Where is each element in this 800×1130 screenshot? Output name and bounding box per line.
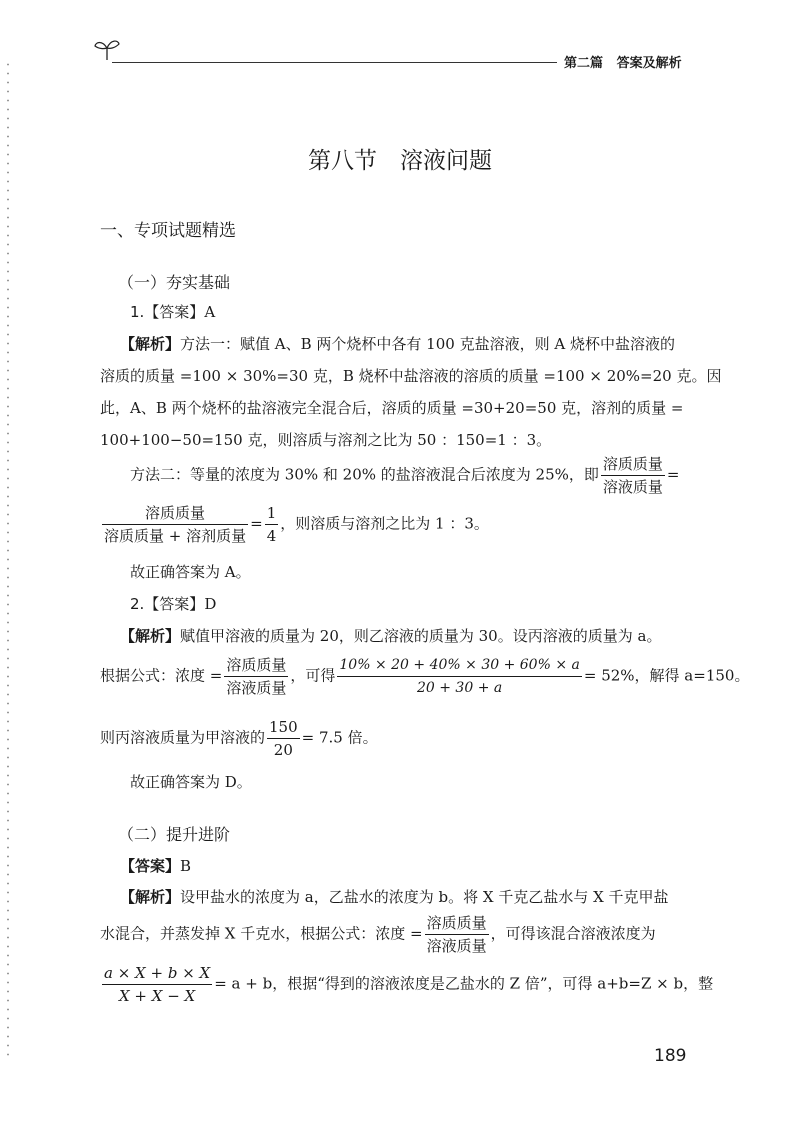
q2-result: = 52%，解得 a=150。	[583, 666, 750, 685]
q3-analysis-label: 【解析】	[120, 888, 181, 906]
denominator: 溶液质量	[226, 679, 287, 697]
fraction	[267, 718, 300, 759]
numerator: 1	[265, 504, 279, 525]
fraction	[601, 455, 665, 496]
fraction	[425, 914, 489, 955]
equals-sign: =	[250, 514, 263, 533]
q1-answer-label: 1.【答案】	[130, 303, 205, 321]
q3-analysis-line2	[100, 914, 656, 955]
q2-ratio-suffix: = 7.5 倍。	[301, 728, 378, 747]
q3-answer-value: B	[180, 857, 192, 875]
equals-sign: =	[666, 465, 680, 484]
denominator: 20 + 30 + a	[416, 680, 503, 696]
q2-answer	[130, 594, 216, 614]
q3-line2-suffix: ，可得该混合溶液浓度为	[490, 924, 656, 943]
numerator: 10% × 20 + 40% × 30 + 60% × a	[337, 656, 581, 677]
q1-conclusion: 故正确答案为 A。	[130, 563, 251, 581]
q1-analysis-line4: 100+100−50=150 克，则溶质与溶剂之比为 50 ：150=1 ：3。	[100, 431, 552, 449]
denominator: 溶质质量 + 溶剂质量	[104, 527, 247, 545]
q3-line2-prefix: 水混合，并蒸发掉 X 千克水，根据公式：浓度 =	[100, 924, 423, 943]
q2-ratio-line	[100, 718, 378, 759]
numerator: 溶质质量	[601, 455, 665, 476]
q2-formula-mid: ，可得	[290, 666, 336, 685]
numerator: 溶质质量	[224, 656, 288, 677]
page-number: 189	[654, 1046, 687, 1066]
denominator: 溶液质量	[602, 478, 663, 496]
denominator: 溶液质量	[426, 937, 487, 955]
fraction	[337, 656, 581, 697]
q3-answer-label: 【答案】	[120, 857, 181, 875]
q2-conclusion: 故正确答案为 D。	[130, 773, 252, 791]
q2-analysis-line1	[120, 626, 661, 646]
subsection-heading-advanced: （二）提升进阶	[118, 825, 231, 844]
q1-text: 方法一：赋值 A、B 两个烧杯中各有 100 克盐溶液，则 A 烧杯中盐溶液的	[180, 335, 675, 353]
binding-edge-dots	[7, 60, 9, 1060]
q2-answer-label: 2.【答案】	[130, 595, 205, 613]
q2-analysis-label: 【解析】	[120, 627, 181, 645]
subsection-heading-basic: （一）夯实基础	[118, 273, 231, 292]
q2-formula-line	[100, 656, 749, 697]
q3-line3-suffix: = a + b，根据“得到的溶液浓度是乙盐水的 Z 倍”，可得 a+b=Z × b，整	[214, 974, 714, 993]
section-heading: 一、专项试题精选	[100, 221, 236, 241]
fraction	[265, 504, 279, 545]
q2-answer-value: D	[204, 595, 217, 613]
denominator: X + X − X	[118, 987, 196, 1005]
page-title: 第八节 溶液问题	[308, 148, 492, 174]
q1-answer	[130, 302, 215, 322]
numerator: 溶质质量	[425, 914, 489, 935]
fraction	[224, 656, 288, 697]
header-rule	[112, 62, 557, 63]
numerator: 150	[267, 718, 300, 739]
denominator: 20	[273, 741, 293, 759]
q1-answer-value: A	[204, 303, 216, 321]
q1-analysis-line2: 溶质的质量 =100 × 30%=30 克，B 烧杯中盐溶液的溶质的质量 =100 × 20%=20 克。因	[100, 367, 722, 385]
fraction	[102, 504, 248, 545]
q2-text: 赋值甲溶液的质量为 20，则乙溶液的质量为 30。设丙溶液的质量为 a。	[180, 627, 662, 645]
q1-method2-tail: ，则溶质与溶剂之比为 1 ：3。	[280, 514, 489, 533]
running-title: 第二篇 答案及解析	[564, 56, 682, 71]
numerator: a × X + b × X	[102, 964, 212, 985]
q3-answer	[120, 856, 191, 876]
fraction	[102, 964, 212, 1005]
q1-method2-text: 方法二：等量的浓度为 30% 和 20% 的盐溶液混合后浓度为 25%，即	[130, 465, 599, 484]
q1-method2-line2	[100, 504, 489, 545]
numerator: 溶质质量	[102, 504, 248, 525]
q1-method2-line1	[130, 455, 679, 496]
q1-analysis-line1	[120, 334, 675, 354]
sprout-icon	[92, 36, 122, 62]
q1-analysis-line3: 此，A、B 两个烧杯的盐溶液完全混合后，溶质的质量 =30+20=50 克，溶剂的质量 =	[100, 399, 684, 417]
q3-analysis-line3	[100, 964, 713, 1005]
q2-ratio-prefix: 则丙溶液质量为甲溶液的	[100, 728, 266, 747]
q1-analysis-label: 【解析】	[120, 335, 181, 353]
q2-formula-prefix: 根据公式：浓度 =	[100, 666, 223, 685]
q3-text: 设甲盐水的浓度为 a，乙盐水的浓度为 b。将 X 千克乙盐水与 X 千克甲盐	[180, 888, 669, 906]
q3-analysis-line1	[120, 887, 669, 907]
denominator: 4	[266, 527, 277, 545]
